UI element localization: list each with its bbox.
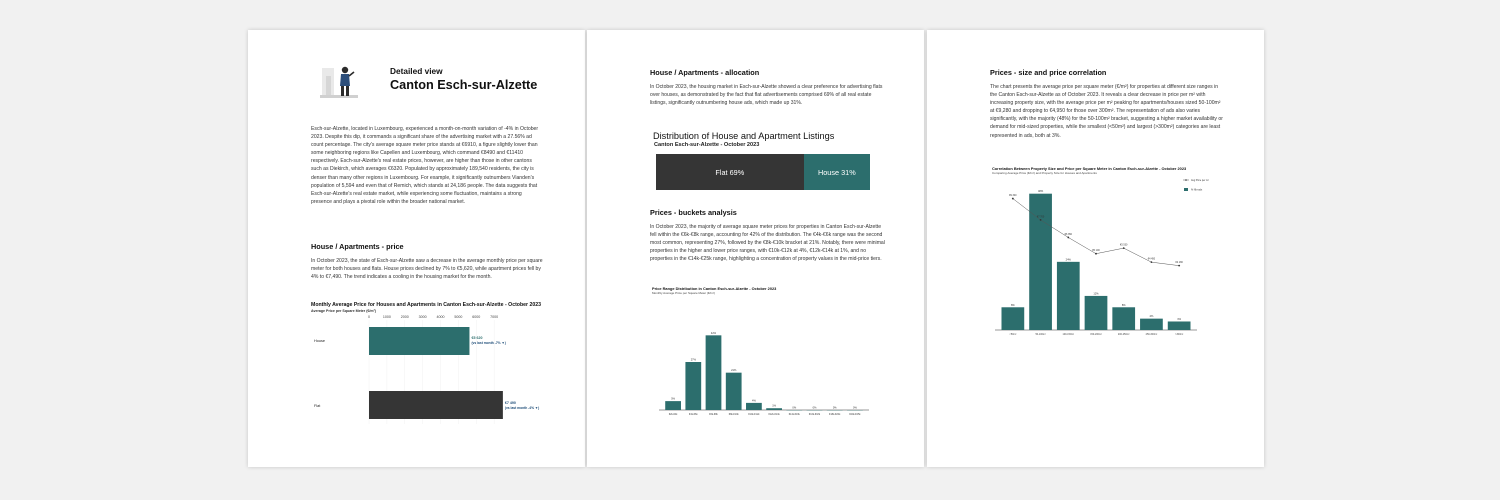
price-range-value-label: 0% (812, 406, 817, 410)
avg-price-value-label: €9 340 (1009, 194, 1017, 198)
ads-share-value-label: 48% (1037, 190, 1044, 194)
avg-price-point (1067, 237, 1069, 239)
change-label: (vs last month -4% ▼) (504, 406, 540, 410)
house-flat-price-chart-subtitle: Average Price per Square Meter (€/m²) (311, 309, 376, 313)
price-range-value-label: 0% (832, 406, 837, 410)
price-range-bar (685, 362, 701, 410)
price-range-bar (726, 373, 742, 410)
price-range-tick-label: €12k-€14k (768, 413, 780, 416)
avg-price-value-label: €5 530 (1120, 243, 1128, 247)
allocation-section-title: House / Apartments - allocation (650, 68, 760, 77)
price-range-bar (766, 408, 782, 410)
x-tick-label: 0 (368, 315, 370, 319)
value-label: €5 620 (471, 336, 483, 340)
value-label: €7 490 (504, 401, 516, 405)
size-tick-label: 200-250m² (1117, 333, 1130, 336)
ads-share-bar (1168, 321, 1191, 330)
legend-line-label: Avg Price per m² (1191, 179, 1209, 182)
price-range-tick-label: €16k-€18k (808, 413, 821, 416)
price-range-chart-title: Price Range Distribution in Canton Esch-sur-Alzette - October 2023 (652, 286, 777, 291)
price-range-chart (587, 30, 924, 467)
price-range-tick-label: €10k-€12k (748, 413, 760, 416)
avg-price-value-label: €6 350 (1064, 232, 1072, 236)
x-tick-label: 4000 (436, 315, 445, 319)
legend-line-marker (1185, 179, 1187, 181)
canton-title: Canton Esch-sur-Alzette (390, 78, 538, 92)
ads-share-bar (1029, 194, 1052, 330)
category-label: Flat (314, 404, 321, 408)
avg-price-point (1095, 253, 1097, 255)
category-label: House (314, 339, 325, 343)
house-share-segment: House 31% (804, 154, 870, 190)
allocation-paragraph: In October 2023, the housing market in Esch-sur-Alzette showed a clear preference for advertising flats over houses, as demonstrated by the fact that flat advertisements comprised 69% of all real estate listings, significantly outnumbering house ads, which made up 31%. (650, 84, 883, 107)
x-tick-label: 2000 (400, 315, 409, 319)
ads-share-bar (1001, 307, 1024, 330)
intro-paragraph: Esch-sur-Alzette, located in Luxembourg, experienced a month-on-month variation of -4% in October 2023. Despite this dip, it commands a significant share of the advertising market with a 27.56% ad count percentage. The city's average square meter price stands at €6910, a figure slightly lower than some neighboring regions like Capellen and Luxembourg, which command €8490 and €11410 respectively. Esch-sur-Alzette's real estate prices, however, are higher than those in other cantons such as Diekirch, which averages €6320. Populated by approximately 189,540 residents, the city is denser than many other regions in Luxembourg. For example, it significantly outnumbers Vianden's population of 5,594 and even that of Remich, which stands at 24,186 people. The data suggests that Esch-sur-Alzette's real estate market, while experiencing some fluctuation, maintains a strong presence and plays a pivotal role within the broader national market. (311, 126, 539, 205)
page-3 (927, 30, 1264, 467)
avg-price-point (1123, 247, 1125, 249)
size-tick-label: <50m² (1009, 333, 1017, 336)
price-range-value-label: 21% (731, 369, 737, 373)
price-range-value-label: 42% (710, 331, 717, 335)
avg-price-value-label: €7 700 (1036, 215, 1045, 219)
size-tick-label: 250-300m² (1145, 333, 1158, 336)
size-tick-label: 100-150m² (1062, 333, 1075, 336)
page-1 (248, 30, 585, 467)
ads-share-value-label: 3% (1177, 317, 1182, 321)
x-tick-label: 6000 (472, 315, 481, 319)
buckets-section-title: Prices - buckets analysis (650, 208, 737, 217)
ads-share-bar (1140, 319, 1163, 330)
price-range-bar (706, 335, 722, 410)
size-price-chart (927, 30, 1264, 467)
price-range-bar (665, 401, 681, 410)
price-range-tick-label: €2k-€4k (668, 413, 678, 416)
bar-flat (369, 391, 503, 419)
avg-price-point (1040, 219, 1042, 221)
ads-share-value-label: 8% (1121, 303, 1126, 307)
price-section-title: House / Apartments - price (311, 242, 404, 251)
listing-distribution-subtitle: Canton Esch-sur-Alzette - October 2023 (654, 142, 760, 148)
x-tick-label: 3000 (418, 315, 427, 319)
house-flat-price-chart-title: Monthly Average Price for Houses and Apartments in Canton Esch-sur-Alzette - October 2023 (311, 302, 542, 308)
x-tick-label: 5000 (454, 315, 463, 319)
size-price-chart-title: Correlation Between Property Size and Price per Square Meter in Canton Esch-sur-Alzette - October 2023 (992, 166, 1187, 171)
legend-bar-label: % Nbr ads (1191, 188, 1203, 192)
price-range-value-label: 4% (752, 399, 756, 403)
price-range-tick-label: €14k-€16k (788, 413, 800, 416)
change-label: (vs last month -7% ▼) (471, 341, 506, 345)
price-range-tick-label: €6k-€8k (709, 413, 718, 416)
price-range-value-label: 0% (792, 406, 797, 410)
price-range-tick-label: €8k-€10k (728, 413, 739, 416)
ads-share-bar (1112, 307, 1135, 330)
price-range-value-label: 0% (853, 406, 857, 410)
x-tick-label: 1000 (382, 315, 391, 319)
x-tick-label: 7000 (490, 315, 499, 319)
avg-price-value-label: €4 450 (1147, 257, 1156, 261)
avg-price-point (1151, 261, 1153, 263)
ads-share-bar (1057, 262, 1080, 330)
price-range-tick-label: €18k-€20k (829, 413, 841, 416)
price-range-value-label: 27% (690, 358, 696, 362)
avg-price-point (1012, 198, 1014, 200)
price-range-value-label: 1% (772, 404, 776, 408)
price-range-tick-label: €20k-€25k (849, 413, 861, 416)
avg-price-point (1178, 265, 1180, 267)
price-range-tick-label: €4k-€6k (689, 413, 698, 416)
listing-distribution-title: Distribution of House and Apartment Listings (653, 131, 835, 141)
ads-share-value-label: 24% (1065, 258, 1071, 262)
price-range-value-label: 5% (671, 397, 675, 401)
size-tick-label: >300m² (1175, 333, 1184, 336)
ads-share-value-label: 4% (1149, 315, 1154, 319)
ads-share-value-label: 12% (1093, 292, 1099, 296)
avg-price-value-label: €4 180 (1175, 261, 1183, 265)
ads-share-bar (1085, 296, 1108, 330)
flat-share-segment: Flat 69% (656, 154, 804, 190)
price-range-chart-subtitle: Monthly Average Price per Square Meter (€/m²) (652, 291, 715, 295)
buckets-paragraph: In October 2023, the majority of average square meter prices for properties in Canton Esch-sur-Alzette fell within the €6k-€8k range, accounting for 42% of the distribution. The €4k-€6k range was the second most common, representing 27%, followed by the €8k-€10k bracket at 21%. Notably, there were minimal properties in the higher and lower price ranges, with €10k-€12k at 4%, €12k-€14k at 1%, and no properties in the €14k-€25k range, highlighting a concentration of property values in the mid-price tiers. (650, 224, 885, 263)
avg-price-value-label: €5 100 (1092, 249, 1100, 253)
legend-bar-swatch (1184, 188, 1188, 191)
page-2 (587, 30, 924, 467)
size-tick-label: 50-100m² (1035, 333, 1046, 336)
ads-share-value-label: 8% (1010, 303, 1015, 307)
price-range-bar (746, 403, 762, 410)
house-flat-price-chart (248, 30, 585, 467)
detailed-view-label: Detailed view (390, 66, 443, 76)
correlation-section-title: Prices - size and price correlation (990, 68, 1107, 77)
size-price-chart-subtitle: Comparing Average Price (€/m²) and Property Size for Houses and Apartments (992, 171, 1097, 175)
size-tick-label: 150-200m² (1090, 333, 1102, 336)
correlation-paragraph: The chart presents the average price per square meter (€/m²) for properties at different size ranges in the Canton Esch-sur-Alzette as of October 2023. It reveals a clear decrease in price per m² with increasing property size, with the average price per m² peaking for apartments/houses sized 50-100m² at €9,280 and dropping to €4,950 for those over 300m². The representation of ads also varies significantly, with the majority (48%) for the 50-100m² bracket, suggesting a higher market availability or demand for mid-sized properties, while the smallest (<50m²) and largest (>300m²) categories are least represented in ads, both at 3%. (990, 84, 1223, 139)
price-section-paragraph: In October 2023, the state of Esch-sur-Alzette saw a decrease in the average monthly price per square meter for both houses and flats. House prices declined by 7% to €5,620, while apartment prices fell by 4% to €7,490. The trend indicates a cooling in the housing market for the month. (311, 258, 543, 281)
bar-house (369, 327, 469, 355)
